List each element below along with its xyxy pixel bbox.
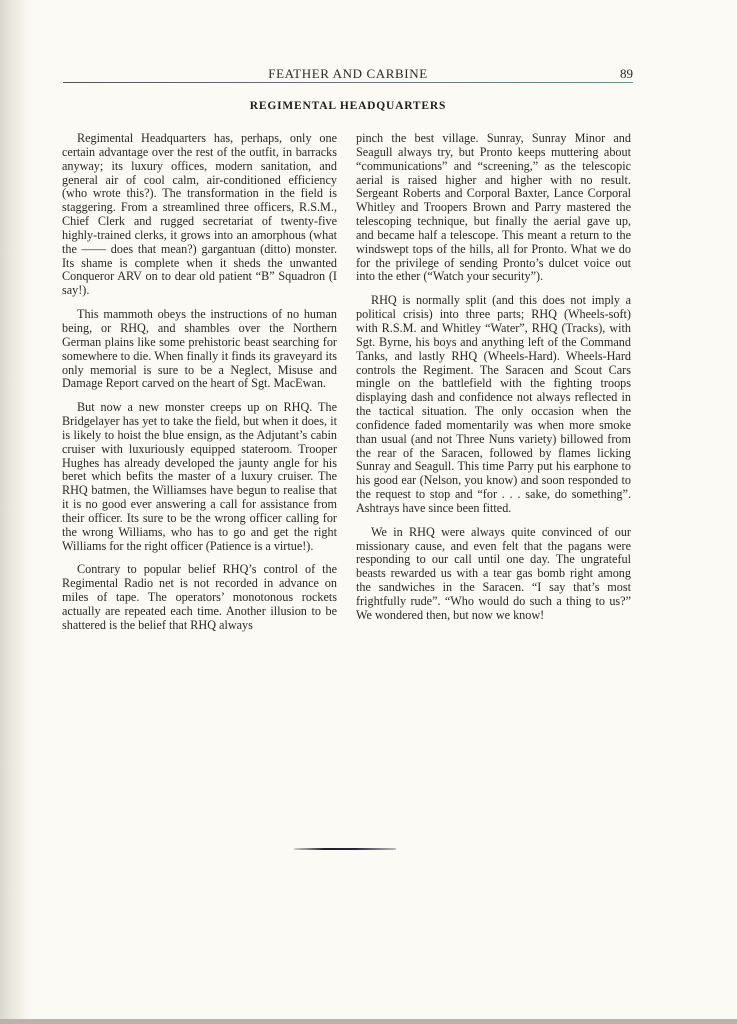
paragraph: Regimental Headquarters has, perhaps, only one certain advantage over the rest of the outfit, in barracks anyway; its luxury offices, modern sanitation, and general air of cool calm, air-conditioned efficiency (who wrote this?). The transformation in the field is staggering. From a streamlined three officers, R.S.M., Chief Clerk and rugged secretariat of twenty-five highly-trained clerks, it grows into an amorphous (what the —— does that mean?) gargantuan (ditto) monster. Its shame is complete when it sheds the unwanted Conqueror ARV on to dear old patient “B” Squadron (I say!). (62, 131, 337, 298)
scan-edge-bottom (0, 1019, 737, 1024)
page-number: 89 (620, 66, 633, 81)
left-column (62, 132, 337, 643)
paragraph: RHQ is normally split (and this does not imply a political crisis) into three parts; RHQ (Wheels-soft) with R.S.M. and Whitley “Water”, RHQ (Tracks), with Sgt. Byrne, his boys and anything left of the Command Tanks, and lastly RHQ (Wheels-Hard). Wheels-Hard controls the Regiment. The Saracen and Scout Cars mingle on the battlefield with the fighting troops displaying dash and confidence not always reflected in the tactical situation. The only occasion when the confidence faded momentarily was when more smoke than usual (and not Three Nuns variety) billowed from the rear of the Saracen, followed by flames licking Sunray and Seagull. This time Parry put his earphone to his good ear (Nelson, you know) and soon responded to the request to stop and “for . . . sake, do something”. Ashtrays have since been fitted. (356, 293, 631, 515)
end-of-article-rule (294, 848, 396, 850)
header-rule (63, 82, 633, 83)
paragraph: We in RHQ were always quite convinced of our missionary cause, and even felt that the pagans were responding to our call until one day. The ungrateful beasts rewarded us with a tear gas bomb right among the sandwiches in the Saracen. “I say that’s most frightfully rude”. “Who would do such a thing to us?” We wondered then, but now we know! (356, 524, 631, 622)
paragraph-continued: pinch the best village. Sunray, Sunray Minor and Seagull always try, but Pronto keeps muttering about “communications” and “screening,” as the telescopic aerial is raised higher and higher with no result. Sergeant Roberts and Corporal Baxter, Lance Corporal Whitley and Troopers Brown and Parry mastered the telescoping technique, but finally the aerial gave up, and became half a telescope. This meant a return to the windswept tops of the hills, all for Pronto. What we do for the privilege of sending Pronto’s dulcet voice out into the ether (“Watch your security”). (356, 131, 631, 284)
page-shadow-left (0, 0, 34, 1024)
paragraph: This mammoth obeys the instructions of no human being, or RHQ, and shambles over the Northern German plains like some prehistoric beast searching for somewhere to die. When finally it finds its graveyard its only memorial is sure to be a Neglect, Misuse and Damage Report carved on the heart of Sgt. MacEwan. (62, 307, 337, 391)
paragraph: But now a new monster creeps up on RHQ. The Bridgelayer has yet to take the field, but when it does, it is likely to hoist the blue ensign, as the Adjutant’s cabin cruiser with luxuriously equipped stateroom. Trooper Hughes has already developed the jaunty angle for his beret which befits the master of a luxury cruiser. The RHQ batmen, the Williamses have begun to realise that it is no good ever answering a call for assistance from their officer. Its sure to be the wrong officer calling for the wrong Williams, who has to go and get the right Williams for the right officer (Patience is a virtue!). (62, 400, 337, 553)
paragraph: Contrary to popular belief RHQ’s control of the Regimental Radio net is not recorded in advance on miles of tape. The operators’ monotonous rockets actually are repeated each time. Another illusion to be shattered is the belief that RHQ always (62, 562, 337, 632)
running-head (63, 64, 633, 82)
running-head-title: FEATHER AND CARBINE (268, 66, 428, 81)
right-column (356, 132, 631, 633)
article-title: REGIMENTAL HEADQUARTERS (249, 100, 447, 112)
